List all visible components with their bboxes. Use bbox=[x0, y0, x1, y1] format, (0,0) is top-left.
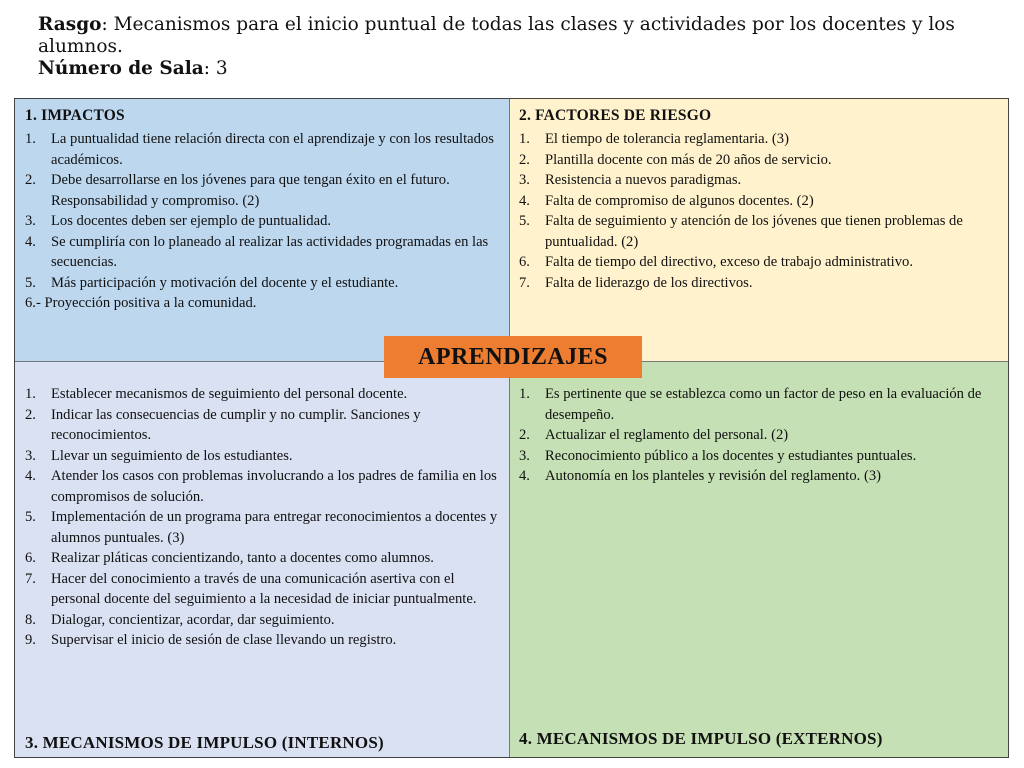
list-item bbox=[519, 170, 1000, 191]
vertical-divider bbox=[509, 99, 510, 757]
list-item bbox=[25, 211, 501, 232]
list-item bbox=[25, 129, 501, 170]
rasgo-line bbox=[38, 14, 998, 58]
quadrant-title: 2. FACTORES DE RIESGO bbox=[519, 107, 712, 124]
list-item-text: Debe desarrollarse en los jóvenes para que tengan éxito en el futuro. Responsabilidad y compromiso. (2) bbox=[51, 172, 450, 209]
factores-riesgo-list bbox=[519, 129, 1000, 293]
quadrant-impactos bbox=[15, 99, 509, 361]
list-item-text: Implementación de un programa para entregar reconocimientos a docentes y alumnos puntuales. (3) bbox=[51, 509, 498, 546]
list-item-text: Hacer del conocimiento a través de una comunicación asertiva con el personal docente del seguimiento a la necesidad de iniciar puntualmente. bbox=[51, 570, 477, 607]
list-item-number: 5. bbox=[519, 213, 530, 229]
list-item-number: 4. bbox=[519, 192, 530, 209]
sala-line bbox=[38, 58, 998, 80]
list-item-number: 2. bbox=[25, 172, 36, 188]
list-item-number: 1. bbox=[25, 386, 36, 402]
list-item bbox=[25, 630, 501, 651]
list-item-text: Es pertinente que se establezca como un factor de peso en la evaluación de desempeño. bbox=[545, 386, 982, 423]
list-item-text: Resistencia a nuevos paradigmas. bbox=[545, 172, 742, 188]
list-item-text: Reconocimiento público a los docentes y estudiantes puntuales. bbox=[545, 447, 917, 464]
list-item bbox=[519, 129, 1000, 150]
quadrant-factores-riesgo bbox=[509, 99, 1008, 361]
list-item-text: Indicar las consecuencias de cumplir y no cumplir. Sanciones y reconocimientos. bbox=[51, 406, 421, 443]
list-item bbox=[519, 384, 1000, 425]
list-item-number: 2. bbox=[519, 151, 530, 168]
list-item-text: Más participación y motivación del docente y el estudiante. bbox=[51, 274, 399, 291]
list-item-text: Autonomía en los planteles y revisión del reglamento. (3) bbox=[545, 468, 881, 484]
list-item-number: 4. bbox=[25, 468, 36, 484]
list-item bbox=[25, 569, 501, 610]
quadrant-title: 3. MECANISMOS DE IMPULSO (INTERNOS) bbox=[25, 733, 384, 752]
list-item-text: Plantilla docente con más de 20 años de servicio. bbox=[545, 151, 832, 168]
quadrant-mecanismos-internos bbox=[15, 361, 509, 757]
list-item-text: Dialogar, concientizar, acordar, dar seguimiento. bbox=[51, 611, 335, 628]
list-item-text: Falta de compromiso de algunos docentes. (2) bbox=[545, 192, 814, 209]
list-item-number: 1. bbox=[519, 131, 530, 147]
list-item-number: 2. bbox=[519, 427, 530, 443]
list-item-text: Llevar un seguimiento de los estudiantes. bbox=[51, 447, 293, 464]
list-item bbox=[25, 548, 501, 569]
list-item-text: Falta de liderazgo de los directivos. bbox=[545, 274, 753, 291]
mecanismos-externos-list bbox=[519, 384, 1000, 487]
list-item bbox=[25, 293, 501, 314]
list-item-number: 7. bbox=[25, 570, 36, 587]
list-item bbox=[25, 610, 501, 631]
list-item-number: 1. bbox=[25, 131, 36, 147]
list-item bbox=[25, 466, 501, 507]
list-item-text: Supervisar el inicio de sesión de clase llevando un registro. bbox=[51, 632, 397, 648]
list-item-number: 3. bbox=[519, 172, 530, 188]
list-item-number: 3. bbox=[25, 213, 36, 229]
list-item bbox=[519, 466, 1000, 487]
list-item bbox=[519, 191, 1000, 212]
list-item bbox=[519, 273, 1000, 294]
list-item-text: Atender los casos con problemas involucrando a los padres de familia en los compromisos de solución. bbox=[51, 468, 497, 505]
list-item-number: 9. bbox=[25, 632, 36, 648]
list-item-number: 7. bbox=[519, 274, 530, 291]
list-item-number: 2. bbox=[25, 406, 36, 423]
quadrant-title: 1. IMPACTOS bbox=[25, 107, 125, 124]
list-item bbox=[25, 384, 501, 405]
quadrant-title: 4. MECANISMOS DE IMPULSO (EXTERNOS) bbox=[519, 729, 883, 748]
list-item-text: El tiempo de tolerancia reglamentaria. (3) bbox=[545, 131, 789, 147]
list-item-text: Falta de seguimiento y atención de los jóvenes que tienen problemas de puntualidad. (2) bbox=[545, 213, 963, 250]
list-item bbox=[519, 211, 1000, 252]
list-item-number: 6. bbox=[25, 550, 36, 566]
slide-header bbox=[38, 14, 998, 80]
list-item-number: 4. bbox=[25, 233, 36, 250]
sala-label: Número de Sala bbox=[38, 58, 204, 79]
list-item-number: 4. bbox=[519, 468, 530, 484]
aprendizajes-label: APRENDIZAJES bbox=[384, 336, 642, 378]
list-item bbox=[25, 446, 501, 467]
list-item-text: Actualizar el reglamento del personal. (2) bbox=[545, 427, 789, 443]
list-item-number: 6. bbox=[519, 254, 530, 270]
list-item bbox=[25, 273, 501, 294]
rasgo-text: : Mecanismos para el inicio puntual de todas las clases y actividades por los docentes y los alumnos. bbox=[38, 14, 955, 57]
list-item-text: Establecer mecanismos de seguimiento del personal docente. bbox=[51, 386, 408, 402]
list-item bbox=[25, 405, 501, 446]
mecanismos-internos-list bbox=[25, 384, 501, 651]
list-item-text: Se cumpliría con lo planeado al realizar las actividades programadas en las secuencias. bbox=[51, 233, 489, 270]
list-item bbox=[25, 232, 501, 273]
list-item-number: 3. bbox=[519, 447, 530, 464]
list-item-number: 5. bbox=[25, 509, 36, 525]
quadrant-mecanismos-externos bbox=[509, 361, 1008, 757]
list-item-text: Proyección positiva a la comunidad. bbox=[44, 295, 257, 311]
list-item-text: Realizar pláticas concientizando, tanto a docentes como alumnos. bbox=[51, 550, 434, 566]
list-item-text: Los docentes deben ser ejemplo de puntualidad. bbox=[51, 213, 332, 229]
list-item-number: 8. bbox=[25, 611, 36, 628]
list-item bbox=[519, 446, 1000, 467]
list-item bbox=[25, 170, 501, 211]
list-item-text: Falta de tiempo del directivo, exceso de trabajo administrativo. bbox=[545, 254, 913, 270]
list-item bbox=[519, 150, 1000, 171]
sala-value: : 3 bbox=[203, 58, 228, 79]
list-item-number: 5. bbox=[25, 274, 36, 291]
list-item-number: 3. bbox=[25, 447, 36, 464]
list-item bbox=[25, 507, 501, 548]
list-item-number: 1. bbox=[519, 386, 530, 402]
impactos-list bbox=[25, 129, 501, 314]
rasgo-label: Rasgo bbox=[38, 14, 102, 35]
list-item bbox=[519, 425, 1000, 446]
quadrant-grid bbox=[14, 98, 1009, 758]
list-item-text: La puntualidad tiene relación directa con el aprendizaje y con los resultados académicos. bbox=[51, 131, 494, 168]
list-item-number: 6.- bbox=[25, 295, 41, 311]
list-item bbox=[519, 252, 1000, 273]
